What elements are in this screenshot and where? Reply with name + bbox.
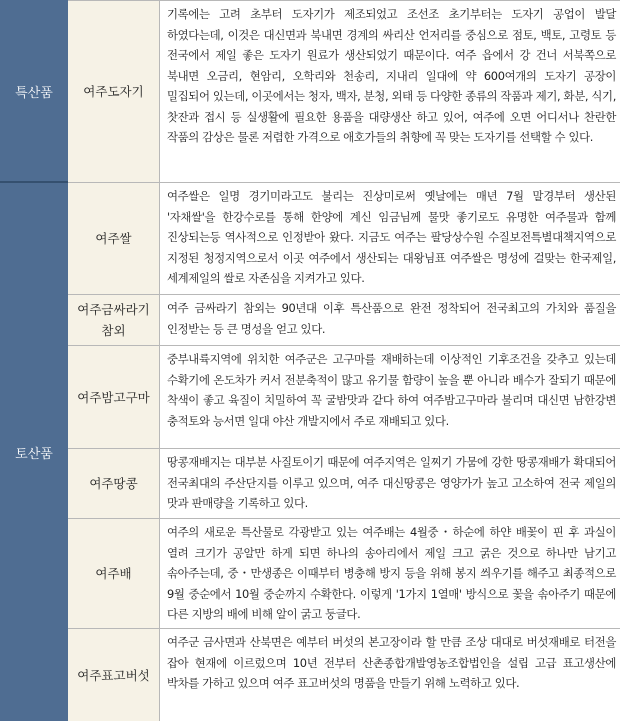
item-name: 여주쌀 xyxy=(68,183,159,294)
item-description: 여주 금싸라기 참외는 90년대 이후 특산품으로 완전 정착되어 전국최고의 가치와 품질을 인정받는 등 큰 명성을 얻고 있다. xyxy=(167,301,616,336)
section-local-products: 토산품 xyxy=(0,183,68,721)
item-description: 여주의 새로운 특산물로 각광받고 있는 여주배는 4월중・하순에 하얀 배꽃이 핀 후 과실이 열려 크기가 공알만 하게 되면 하나의 송아리에서 제일 크고 굵은 것으로 하나만 남기고 솎아주는데, 중・만생종은 이때부터 병충해 방지 등을 위해 봉지 씌우기를 해주고 최종적으로 9월 중순에서 10월 중순까지 수확한다. 이렇게 '1가지 1열매' 방식으로 꽃을 솎아주기 때문에 다른 지방의 배에 비해 알이 굵고 둥글다. xyxy=(167,525,616,621)
item-description: 중부내륙지역에 위치한 여주군은 고구마를 재배하는데 이상적인 기후조건을 갖추고 있는데 수확기에 온도차가 커서 전분축적이 많고 유기물 함량이 높을 뿐 아니라 배수가 잘되기 때문에 착색이 좋고 육질이 치밀하여 꼭 굴밤맛과 같다 하여 여주밤고구마라 불리며 대신면 남한강변 충적토와 능서면 일대 야산 개발지에서 주로 재배되고 있다. xyxy=(167,352,616,428)
item-name: 여주도자기 xyxy=(68,1,159,182)
item-name: 여주땅콩 xyxy=(68,449,159,518)
section-specialty: 특산품 xyxy=(0,0,68,182)
item-name: 여주배 xyxy=(68,519,159,628)
item-name: 여주표고버섯 xyxy=(68,629,159,721)
item-description: 여주쌀은 일명 경기미라고도 불리는 진상미로써 옛날에는 매년 7월 말경부터 생산된 '자채쌀'을 한강수로를 통해 한양에 계신 임금님께 물맛 좋기로도 유명한 여주물과 함께 진상되는등 역사적으로 인정받아 왔다. 지금도 여주는 팔당상수원 수질보전특별대책지역으로 지정된 청정지역으로서 이곳 여주에서 생산되는 대왕님표 여주쌀은 명성에 걸맞는 한국제일, 세계제일의 쌀로 자존심을 지켜가고 있다. xyxy=(167,189,616,285)
item-name: 여주금싸라기 참외 xyxy=(68,295,159,345)
item-description: 여주군 금사면과 산북면은 예부터 버섯의 본고장이라 할 만큼 조상 대대로 버섯재배로 터전을 잡아 현재에 이르렀으며 10년 전부터 산촌종합개발영농조합법인을 설립 고급 표고생산에 박차를 가하고 있으며 여주 표고버섯의 명품을 만들기 위해 노력하고 있다. xyxy=(167,635,616,690)
item-description: 기록에는 고려 초부터 도자기가 제조되었고 조선조 초기부터는 도자기 공업이 발달 하였다는데, 이것은 대신면과 북내면 경계의 싸리산 언저리를 중심으로 점토, 백토, 고령토 등 전국에서 제일 좋은 도자기 원료가 생산되었기 때문이다. 여주 읍에서 강 건너 서북쪽으로 북내면 오금리, 현암리, 오학리와 천송리, 지내리 일대에 약 600여개의 도자기 공장이 밀집되어 있는데, 이곳에서는 청자, 백자, 분청, 외태 등 다양한 종류의 작품과 제기, 화분, 식기, 찻잔과 접시 등 실생활에 필요한 용품을 대량생산 하고 있어, 여주에 오면 어디서나 찬란한 작품의 감상은 물론 저렴한 가격으로 애호가들의 취향에 꼭 맞는 도자기를 선택할 수 있다. xyxy=(167,7,616,144)
item-description: 땅콩재배지는 대부분 사질토이기 때문에 여주지역은 일찌기 가뭄에 강한 땅콩재배가 확대되어 전국최대의 주산단지를 이루고 있으며, 여주 대신땅콩은 영양가가 높고 고소하여 전국 제일의 맛과 판매량을 기록하고 있다. xyxy=(167,455,616,510)
item-name: 여주밤고구마 xyxy=(68,346,159,448)
